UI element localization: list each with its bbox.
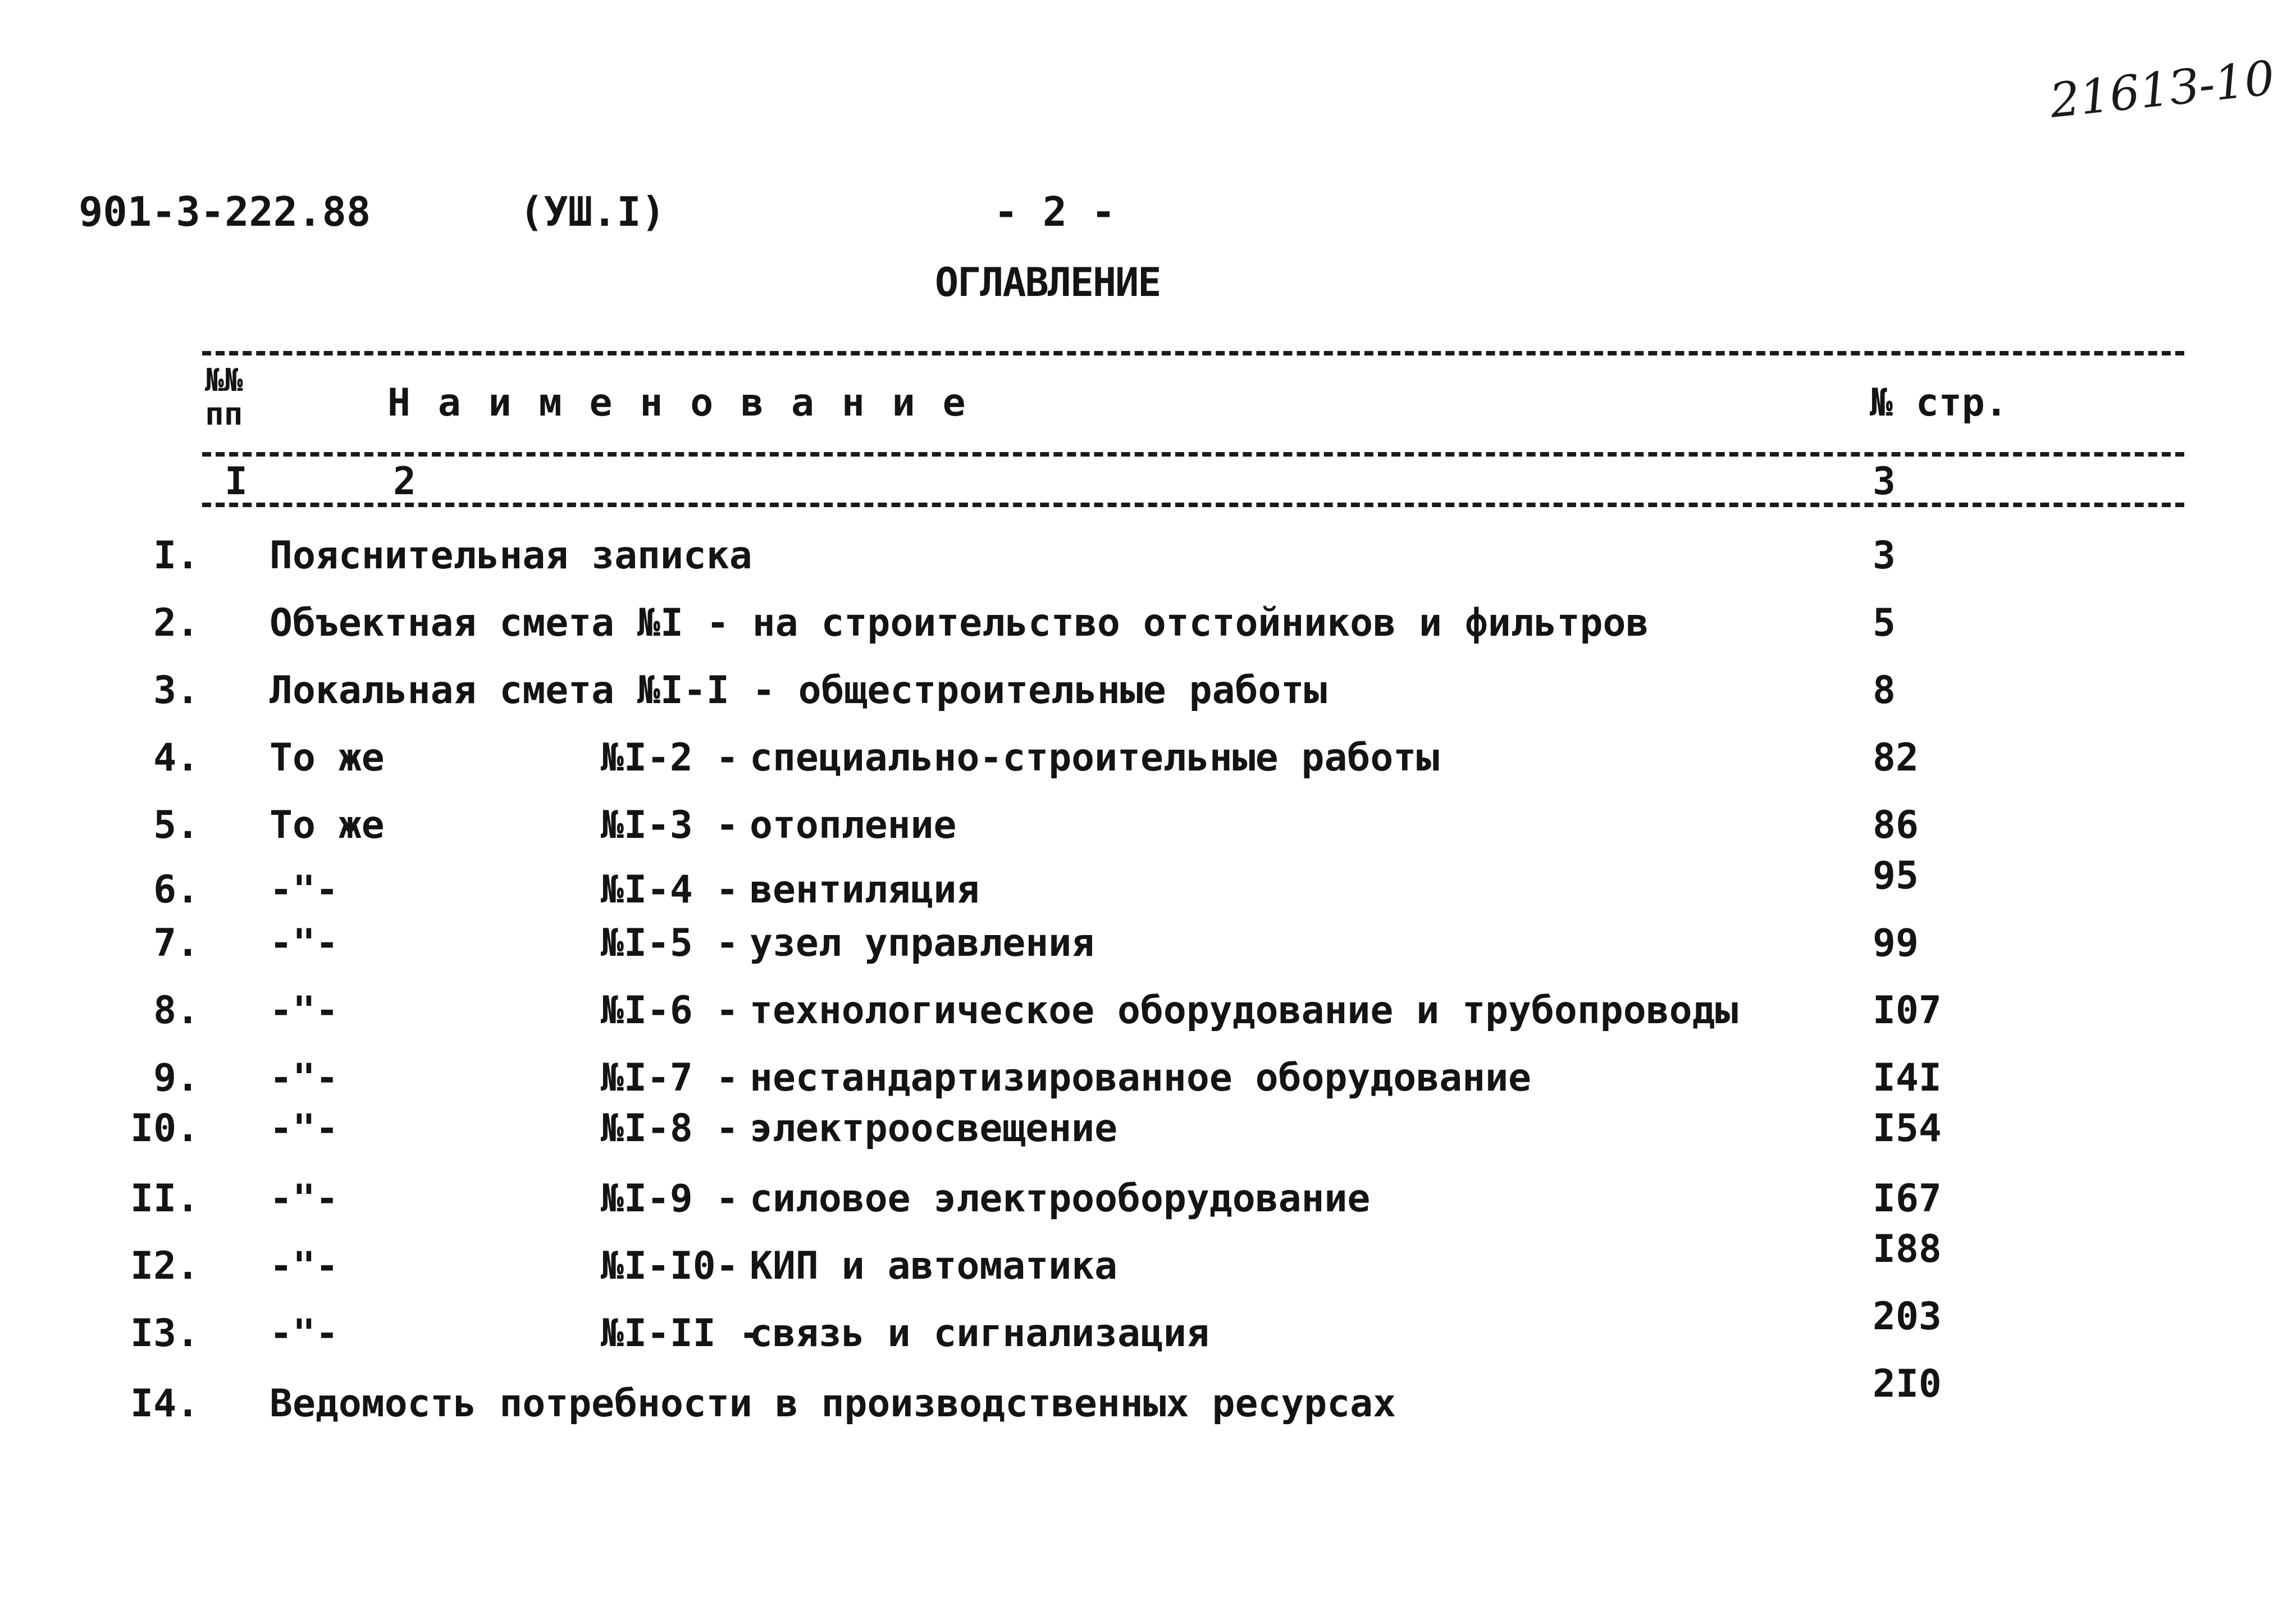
document-code: 901-3-222.88 [79,188,371,235]
item-number: 6. [153,868,199,912]
column-index-2: 2 [393,459,416,504]
item-number: 2. [153,601,199,645]
item-page: I67 [1873,1177,1942,1221]
item-page: 82 [1873,736,1919,780]
item-number: I. [153,534,199,578]
item-name: -"- [270,868,339,912]
item-name: То же [270,803,385,847]
item-number: I0. [130,1106,199,1151]
column-number-header [205,364,243,431]
column-number-line2: пп [205,396,243,432]
item-name: -"- [270,921,339,965]
page-title: ОГЛАВЛЕНИЕ [935,259,1161,306]
item-estimate-code: №I-II - [601,1311,762,1356]
header-dashed-rule [202,452,2184,457]
item-name: Ведомость потребности в производственных ресурсах [270,1381,1396,1426]
item-description: нестандартизированное оборудование [750,1056,1531,1100]
item-page: I88 [1873,1227,1942,1271]
item-number: 3. [153,668,199,713]
item-name: -"- [270,1056,339,1100]
item-description: КИП и автоматика [750,1244,1118,1288]
item-description: узел управления [750,921,1095,965]
item-description: технологическое оборудование и трубопроводы [750,988,1738,1033]
item-number: 7. [153,921,199,965]
volume-label: (УШ.I) [519,188,666,235]
item-name: Локальная смета №I-I - общестроительные работы [270,668,1327,713]
item-page: 86 [1873,803,1919,847]
item-number: II. [130,1177,199,1221]
index-dashed-rule [202,503,2184,507]
item-name: Объектная смета №I - на строительство отстойников и фильтров [270,601,1649,645]
item-number: I4. [130,1381,199,1426]
item-description: электроосвещение [750,1106,1118,1151]
item-page: 95 [1873,854,1919,898]
item-page: 2I0 [1873,1362,1942,1406]
item-estimate-code: №I-5 - [601,921,739,965]
item-estimate-code: №I-8 - [601,1106,739,1151]
item-estimate-code: №I-6 - [601,988,739,1033]
column-number-line1: №№ [205,362,243,399]
item-number: 8. [153,988,199,1033]
item-name: -"- [270,988,339,1033]
item-number: 5. [153,803,199,847]
item-page: I54 [1873,1106,1942,1151]
item-name: -"- [270,1244,339,1288]
item-name: То же [270,736,385,780]
item-estimate-code: №I-2 - [601,736,739,780]
item-description: специально-строительные работы [750,736,1440,780]
column-index-1: I [225,459,248,504]
item-estimate-code: №I-9 - [601,1177,739,1221]
column-page-header: № стр. [1870,381,2008,425]
item-page: I07 [1873,988,1942,1033]
item-number: 9. [153,1056,199,1100]
item-number: I2. [130,1244,199,1288]
item-page: 8 [1873,668,1896,713]
page-number: - 2 - [994,188,1116,235]
item-page: 5 [1873,601,1896,645]
archive-number: 2161З-10 [2047,50,2277,129]
item-page: I4I [1873,1056,1942,1100]
item-number: 4. [153,736,199,780]
column-name-header: Н а и м е н о в а н и е [387,381,968,425]
item-name: -"- [270,1177,339,1221]
item-estimate-code: №I-7 - [601,1056,739,1100]
item-estimate-code: №I-4 - [601,868,739,912]
item-name: Пояснительная записка [270,534,752,578]
top-dashed-rule [202,351,2184,355]
item-estimate-code: №I-I0- [601,1244,739,1288]
item-page: 3 [1873,534,1896,578]
item-page: 203 [1873,1294,1942,1339]
item-description: силовое электрооборудование [750,1177,1371,1221]
item-page: 99 [1873,921,1919,965]
item-name: -"- [270,1311,339,1356]
item-number: I3. [130,1311,199,1356]
item-estimate-code: №I-3 - [601,803,739,847]
item-description: отопление [750,803,957,847]
item-description: вентиляция [750,868,980,912]
item-description: связь и сигнализация [750,1311,1209,1356]
column-index-3: 3 [1873,459,1896,504]
item-name: -"- [270,1106,339,1151]
